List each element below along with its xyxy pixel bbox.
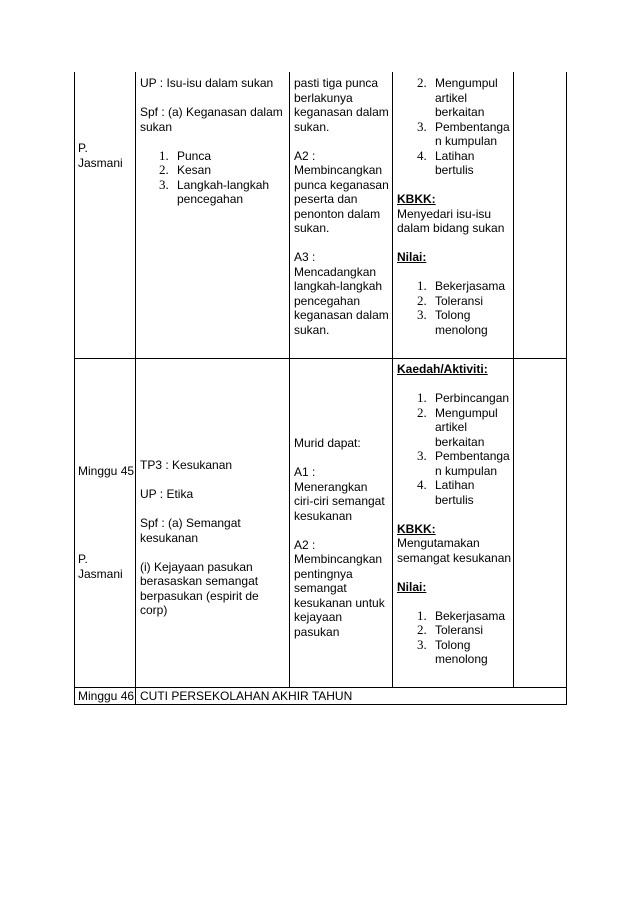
list-item	[397, 76, 512, 120]
nilai-list	[397, 279, 512, 337]
list-text: Pembentanga	[435, 449, 510, 463]
row1-subject	[78, 141, 123, 170]
list-text: bertulis	[435, 492, 474, 507]
kbkk-text: dalam bidang sukan	[397, 221, 505, 235]
list-item	[397, 120, 512, 149]
list-text: Pembentanga	[435, 119, 510, 134]
holiday-text: CUTI PERSEKOLAHAN AKHIR TAHUN	[140, 689, 353, 703]
activity-list	[397, 391, 512, 507]
nilai-heading: Nilai:	[397, 250, 427, 264]
table-border-bottom	[74, 704, 567, 705]
objective-line: pencegahan	[294, 293, 361, 308]
row3-week	[78, 689, 134, 704]
list-number: 3.	[159, 176, 169, 192]
topic-spf: Spf : (a) Semangat kesukanan	[140, 516, 241, 545]
list-text: Mengumpul	[435, 76, 498, 90]
list-number: 3.	[417, 448, 427, 463]
row-divider-2	[74, 687, 567, 688]
column-divider-1	[135, 72, 136, 704]
list-text: Latihan	[435, 148, 475, 163]
objective-line: sukan.	[294, 119, 330, 134]
topic-list	[140, 149, 288, 207]
list-number: 1.	[159, 147, 169, 163]
list-text: Tolong	[435, 637, 471, 652]
list-text: Latihan	[435, 478, 475, 492]
objective-line: sukan.	[294, 221, 330, 235]
list-text: menolong	[435, 652, 488, 666]
week-label: Minggu 46	[78, 689, 135, 703]
objective-line: ciri-ciri semangat	[294, 494, 385, 508]
objective-line: keganasan dalam	[294, 308, 389, 322]
objective-line: semangat	[294, 581, 347, 595]
list-number: 2.	[159, 162, 169, 177]
objective-intro: Murid dapat:	[294, 436, 361, 450]
list-text: n kumpulan	[435, 134, 498, 148]
objective-line: A1 : Menerangkan	[294, 465, 368, 494]
kbkk-heading: KBKK:	[397, 192, 436, 206]
objective-line: langkah-langkah	[294, 279, 383, 293]
list-item	[397, 623, 512, 638]
list-number: 3.	[417, 636, 427, 652]
list-text: berkaitan	[435, 105, 485, 119]
row2-activities	[397, 362, 512, 667]
list-item	[397, 478, 512, 507]
list-text: berkaitan	[435, 434, 485, 449]
subject-line: P.	[78, 552, 88, 566]
kbkk-text: Menyedari isu-isu	[397, 206, 492, 221]
objective-line: Membincangkan	[294, 552, 383, 566]
list-item	[397, 449, 512, 478]
list-number: 2.	[417, 292, 427, 308]
week-label: Minggu 45	[78, 464, 135, 478]
objective-line: kejayaan pasukan	[294, 610, 343, 639]
list-number: 1.	[417, 607, 427, 623]
subject-line: Jasmani	[78, 566, 123, 581]
table-border-left	[74, 72, 75, 704]
topic-up: UP : Etika	[140, 487, 194, 501]
list-text: pencegahan	[177, 192, 244, 206]
nilai-heading: Nilai:	[397, 579, 427, 594]
list-number: 4.	[417, 477, 427, 492]
list-text: artikel	[435, 420, 468, 434]
list-item	[397, 149, 512, 178]
list-text: Toleransi	[435, 293, 484, 308]
list-number: 4.	[417, 147, 427, 163]
list-text: Perbincangan	[435, 391, 510, 405]
row2-objectives	[294, 436, 390, 639]
objective-line: penonton dalam	[294, 206, 381, 221]
list-item	[140, 178, 288, 207]
list-text: Toleransi	[435, 623, 484, 637]
objective-line: pasti tiga punca	[294, 76, 379, 90]
list-text: n kumpulan	[435, 463, 498, 478]
objective-line: Mencadangkan	[294, 264, 377, 279]
list-item	[397, 609, 512, 624]
objective-line: sukan.	[294, 322, 330, 337]
list-text: Langkah-langkah	[177, 177, 270, 192]
list-item	[397, 308, 512, 337]
list-item	[397, 294, 512, 309]
list-item	[397, 638, 512, 667]
row1-topic	[140, 76, 288, 207]
list-item	[140, 149, 288, 164]
list-number: 3.	[417, 118, 427, 134]
subject-line: Jasmani	[78, 155, 123, 170]
row3-holiday	[140, 689, 352, 704]
kaedah-heading: Kaedah/Aktiviti:	[397, 362, 488, 376]
nilai-list	[397, 609, 512, 667]
topic-spf: sukan	[140, 119, 173, 134]
list-text: Punca	[177, 148, 212, 163]
objective-line: A3 :	[294, 250, 316, 264]
column-divider-2	[289, 72, 290, 687]
row2-topic	[140, 458, 288, 618]
list-item	[397, 406, 512, 450]
list-number: 3.	[417, 307, 427, 322]
objective-line: Membincangkan	[294, 163, 383, 177]
list-text: Mengumpul	[435, 405, 498, 420]
topic-extra: (i) Kejayaan pasukan	[140, 559, 253, 574]
list-text: Bekerjasama	[435, 279, 506, 293]
row-divider-1	[74, 358, 567, 359]
row1-objectives	[294, 76, 390, 337]
objective-line: A2 :	[294, 148, 316, 163]
column-divider-4	[513, 72, 514, 687]
objective-line: kesukanan untuk	[294, 595, 385, 610]
topic-spf: Spf : (a) Keganasan dalam	[140, 105, 283, 119]
list-text: bertulis	[435, 163, 474, 177]
kbkk-text: Mengutamakan	[397, 536, 480, 550]
activity-list	[397, 76, 512, 178]
objective-line: berlakunya	[294, 90, 353, 105]
list-item	[397, 391, 512, 406]
list-text: Tolong	[435, 308, 471, 322]
row2-subject	[78, 552, 123, 581]
row2-week	[78, 464, 134, 479]
topic-up: UP : Isu-isu dalam sukan	[140, 76, 274, 90]
list-text: Kesan	[177, 163, 212, 177]
objective-line: peserta dan	[294, 192, 358, 206]
objective-line: keganasan dalam	[294, 105, 389, 119]
column-divider-3	[392, 72, 393, 687]
kbkk-text: semangat kesukanan	[397, 550, 512, 565]
topic-extra: berasaskan semangat	[140, 574, 259, 588]
list-text: artikel	[435, 90, 468, 105]
list-number: 1.	[417, 278, 427, 293]
objective-line: A2 :	[294, 537, 316, 552]
list-number: 2.	[417, 75, 427, 90]
list-number: 2.	[417, 622, 427, 637]
subject-line: P.	[78, 141, 88, 155]
row1-activities	[397, 76, 512, 337]
table-border-right	[566, 72, 567, 704]
list-text: menolong	[435, 322, 488, 337]
list-item	[397, 279, 512, 294]
topic-extra: berpasukan (espirit de corp)	[140, 588, 259, 617]
kbkk-heading: KBKK:	[397, 521, 436, 536]
objective-line: kesukanan	[294, 508, 353, 523]
objective-line: pentingnya	[294, 566, 353, 581]
list-number: 2.	[417, 404, 427, 420]
list-item	[140, 163, 288, 178]
topic-tp: TP3 : Kesukanan	[140, 458, 233, 472]
list-number: 1.	[417, 390, 427, 405]
list-text: Bekerjasama	[435, 608, 506, 623]
objective-line: punca keganasan	[294, 177, 389, 192]
